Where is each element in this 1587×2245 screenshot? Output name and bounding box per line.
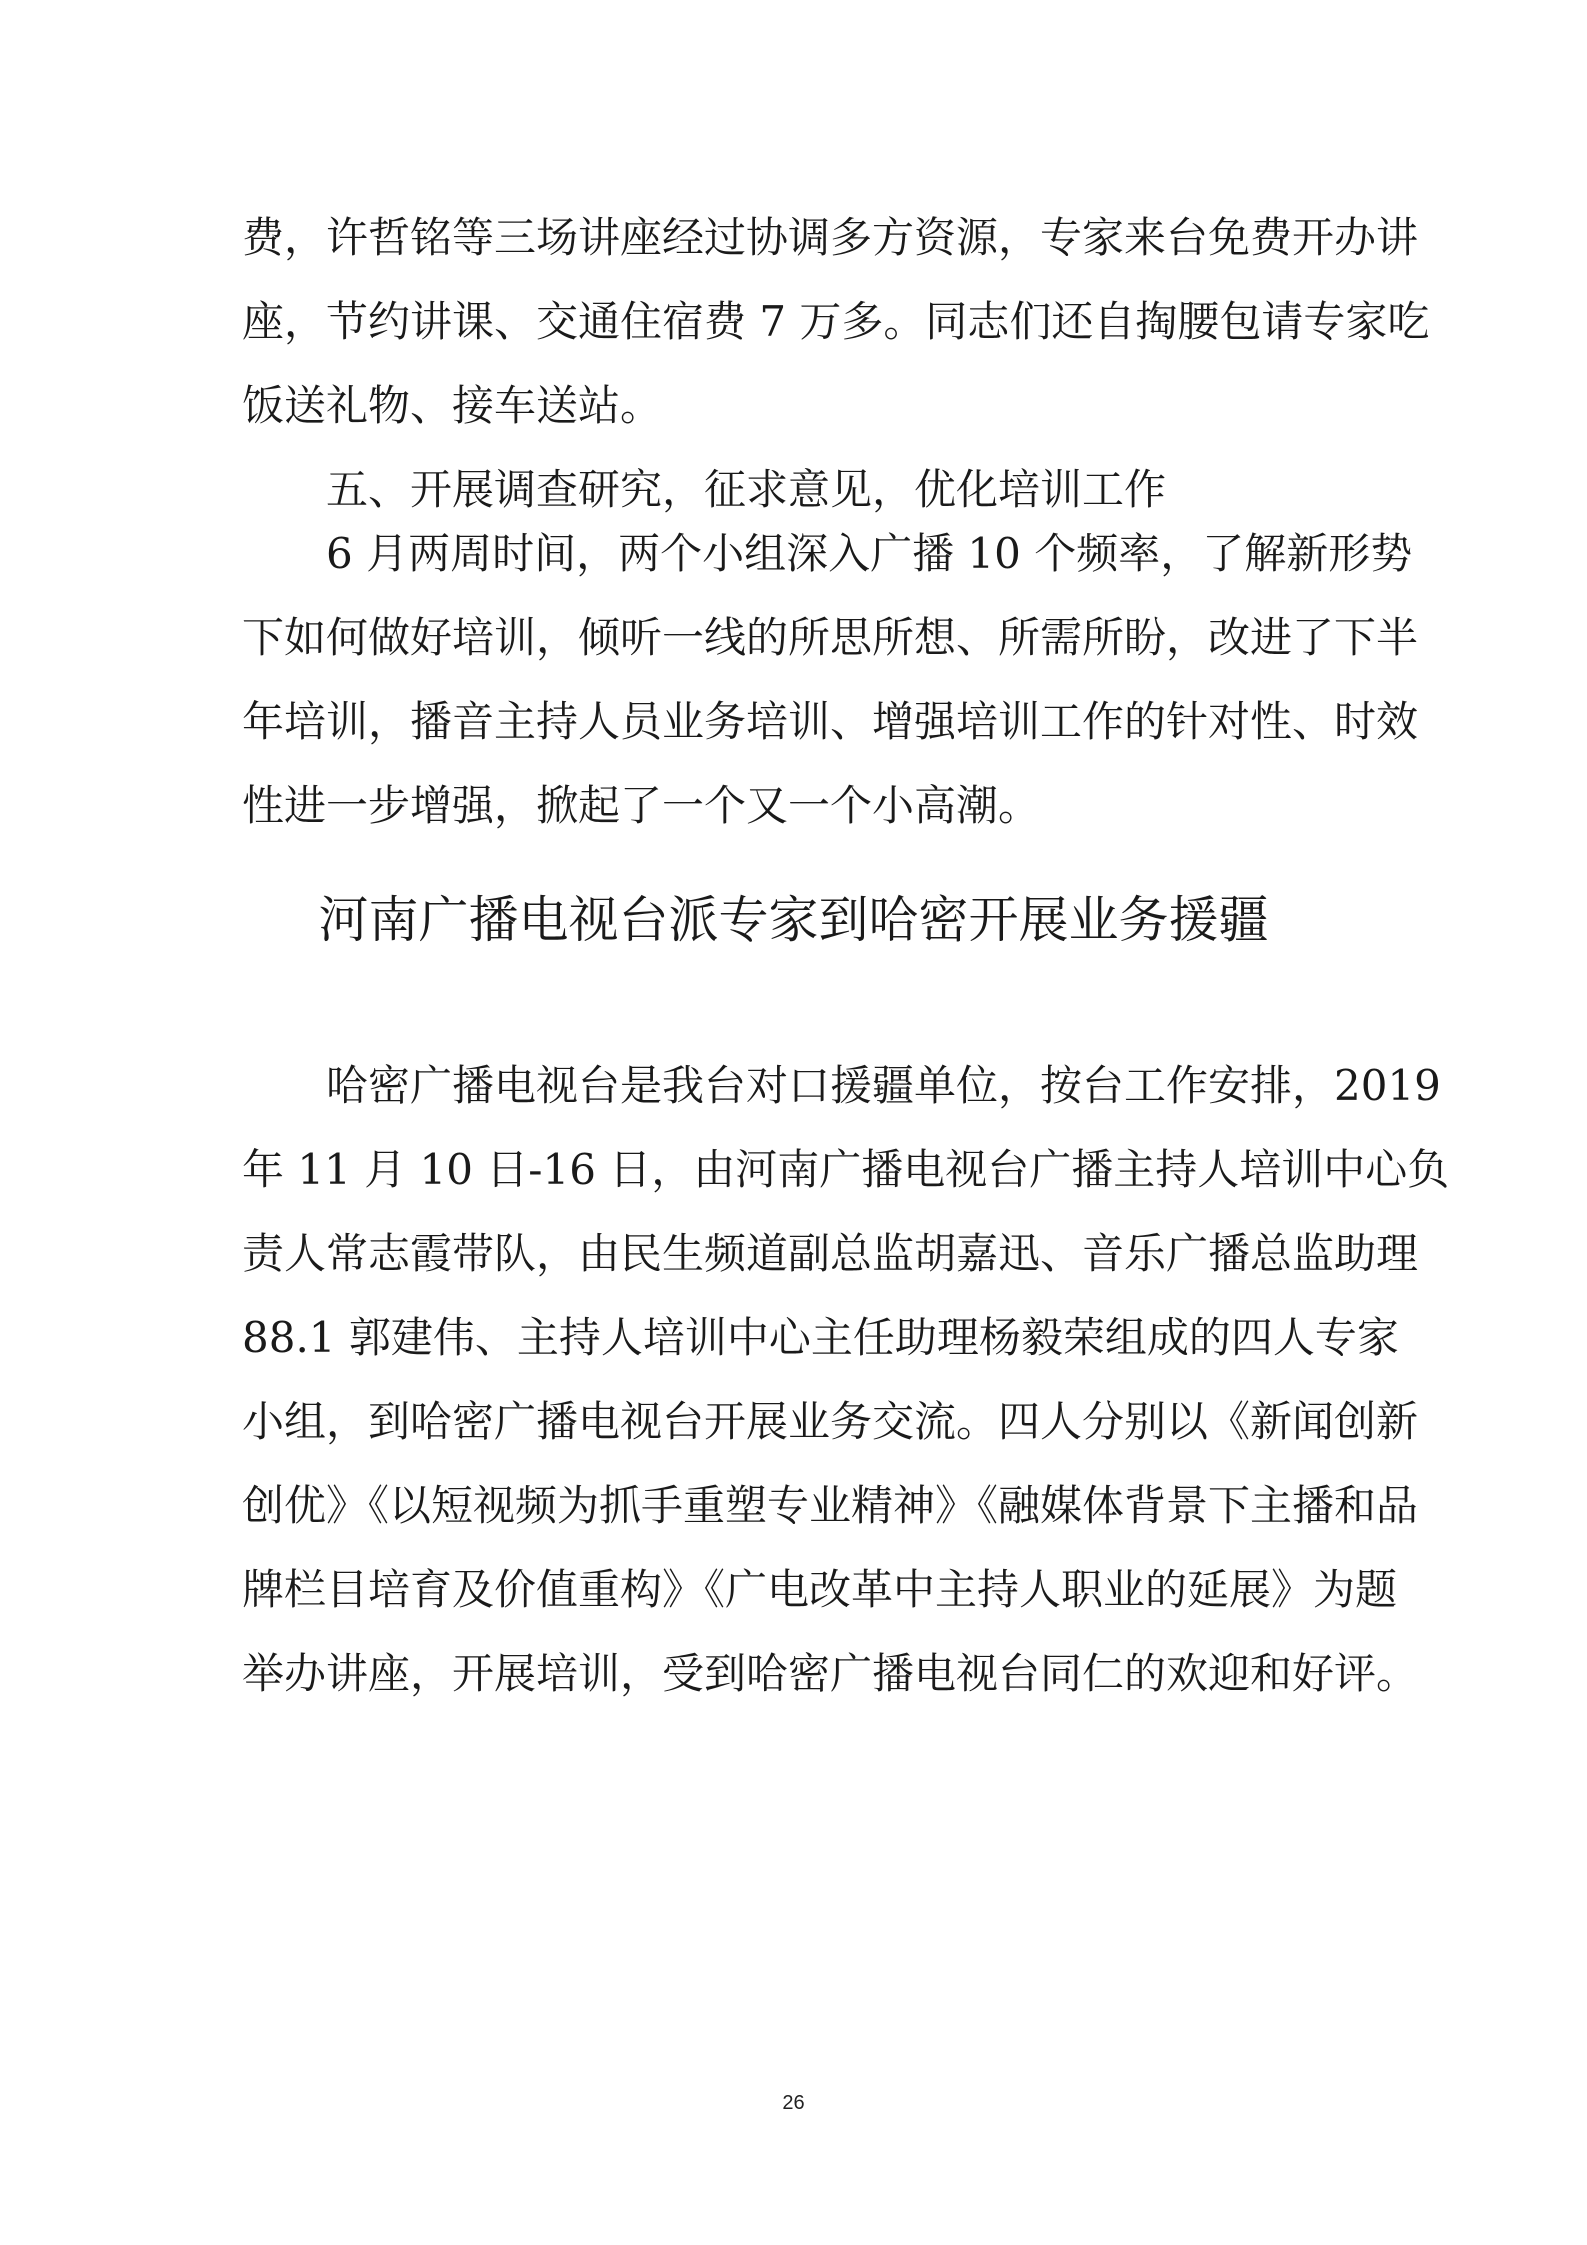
paragraph-line: 座，节约讲课、交通住宿费 7 万多。同志们还自掏腰包请专家吃 [242,297,1430,346]
paragraph-line: 88.1 郭建伟、主持人培训中心主任助理杨毅荣组成的四人专家 [242,1313,1399,1362]
paragraph-line: 创优》《以短视频为抓手重塑专业精神》《融媒体背景下主播和品 [242,1481,1419,1530]
paragraph-line: 年 11 月 10 日-16 日，由河南广播电视台广播主持人培训中心负 [242,1145,1450,1194]
continuation-paragraph [242,196,1430,448]
page-number: 26 [782,2092,805,2114]
paragraph-line: 下如何做好培训，倾听一线的所思所想、所需所盼，改进了下半 [242,613,1419,662]
paragraph-line: 年培训，播音主持人员业务培训、增强培训工作的针对性、时效 [242,697,1419,746]
paragraph-line: 6 月两周时间，两个小组深入广播 10 个频率，了解新形势 [326,529,1413,578]
paragraph-line: 费，许哲铭等三场讲座经过协调多方资源，专家来台免费开办讲 [242,213,1419,262]
paragraph-line: 责人常志霞带队，由民生频道副总监胡嘉迅、音乐广播总监助理 [242,1229,1419,1278]
article-title: 河南广播电视台派专家到哈密开展业务援疆 [318,891,1269,949]
paragraph-line: 小组，到哈密广播电视台开展业务交流。四人分别以《新闻创新 [242,1397,1419,1446]
section-paragraph [242,512,1419,848]
paragraph-line: 性进一步增强，掀起了一个又一个小高潮。 [242,781,1041,830]
article-paragraph [242,1044,1450,1716]
section-heading-text: 五、开展调查研究，征求意见，优化培训工作 [326,465,1167,514]
paragraph-line: 牌栏目培育及价值重构》《广电改革中主持人职业的延展》为题 [242,1565,1398,1614]
paragraph-line: 举办讲座，开展培训，受到哈密广播电视台同仁的欢迎和好评。 [242,1649,1419,1698]
paragraph-line: 饭送礼物、接车送站。 [242,381,663,430]
paragraph-line: 哈密广播电视台是我台对口援疆单位，按台工作安排，2019 [326,1061,1441,1110]
